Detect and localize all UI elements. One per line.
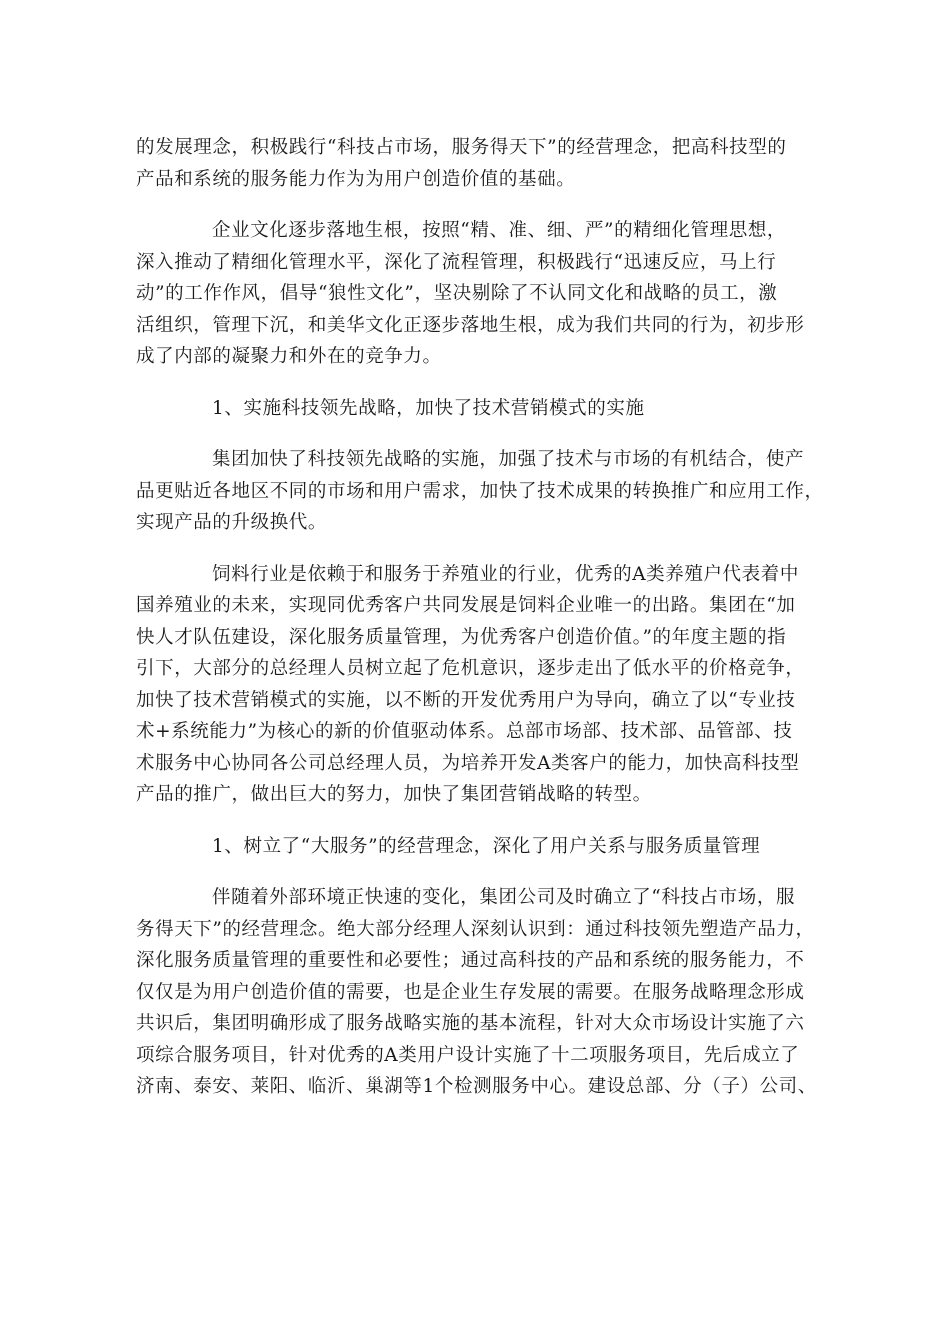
document-body — [136, 132, 824, 1123]
paragraph-corporate-culture — [136, 215, 816, 373]
text-line: 共识后，集团明确形成了服务战略实施的基本流程，针对大众市场设计实施了六 — [136, 1013, 805, 1034]
text-line: 务得天下”的经营理念。绝大部分经理人深刻认识到：通过科技领先塑造产品力， — [136, 918, 815, 940]
paragraph-tech-leadership — [136, 444, 824, 539]
paragraph-development-concept — [136, 132, 816, 195]
text-line: 的发展理念，积极践行“科技占市场，服务得天下”的经营理念，把高科技型的 — [136, 137, 787, 158]
text-line: 国养殖业的未来，实现同优秀客户共同发展是饲料企业唯一的出路。集团在“加 — [136, 595, 796, 616]
text-line: 项综合服务项目，针对优秀的A类用户设计实施了十二项服务项目，先后成立了 — [136, 1044, 800, 1066]
section-heading-tech-strategy: 1、实施科技领先战略，加快了技术营销模式的实施 — [212, 397, 645, 419]
text-line: 加快了技术营销模式的实施，以不断的开发优秀用户为导向，确立了以“专业技 — [136, 689, 796, 711]
text-line: 深化服务质量管理的重要性和必要性；通过高科技的产品和系统的服务能力，不 — [136, 950, 805, 971]
text-line: 集团加快了科技领先战略的实施，加强了技术与市场的有机结合，使产 — [212, 449, 805, 470]
text-line: 术+系统能力”为核心的新的价值驱动体系。总部市场部、技术部、品管部、技 — [136, 721, 793, 742]
text-line: 伴随着外部环境正快速的变化，集团公司及时确立了“科技占市场，服 — [212, 887, 796, 908]
text-line: 活组织，管理下沉，和美华文化正逐步落地生根，成为我们共同的行为，初步形 — [136, 314, 805, 336]
text-line: 术服务中心协同各公司总经理人员，为培养开发A类客户的能力，加快高科技型 — [136, 752, 800, 774]
text-line: 仅仅是为用户创造价值的需要，也是企业生存发展的需要。在服务战略理念形成 — [136, 981, 805, 1003]
text-line: 深入推动了精细化管理水平，深化了流程管理，积极践行“迅速反应，马上行 — [136, 251, 777, 273]
text-line: 饲料行业是依赖于和服务于养殖业的行业，优秀的A类养殖户代表着中 — [212, 563, 799, 585]
text-line: 动”的工作作风，倡导“狼性文化”，坚决剔除了不认同文化和战略的员工，激 — [136, 283, 778, 304]
text-line: 成了内部的凝聚力和外在的竞争力。 — [136, 346, 442, 367]
text-line: 实现产品的升级换代。 — [136, 512, 328, 533]
text-line: 快人才队伍建设，深化服务质量管理，为优秀客户创造价值。”的年度主题的指 — [136, 626, 787, 648]
paragraph-feed-industry — [136, 559, 816, 811]
paragraph-service-strategy — [136, 882, 816, 1103]
text-line: 济南、泰安、莱阳、临沂、巢湖等1个检测服务中心。建设总部、分（子）公司、 — [136, 1076, 817, 1097]
text-line: 企业文化逐步落地生根，按照“精、准、细、严”的精细化管理思想， — [212, 220, 787, 241]
text-line: 品更贴近各地区不同的市场和用户需求，加快了技术成果的转换推广和应用工作， — [136, 480, 824, 502]
section-heading-big-service: 1、树立了“大服务”的经营理念，深化了用户关系与服务质量管理 — [212, 835, 761, 857]
text-line: 产品的推广，做出巨大的努力，加快了集团营销战略的转型。 — [136, 784, 652, 805]
text-line: 产品和系统的服务能力作为为用户创造价值的基础。 — [136, 168, 576, 190]
text-line: 引下，大部分的总经理人员树立起了危机意识，逐步走出了低水平的价格竞争， — [136, 658, 805, 679]
